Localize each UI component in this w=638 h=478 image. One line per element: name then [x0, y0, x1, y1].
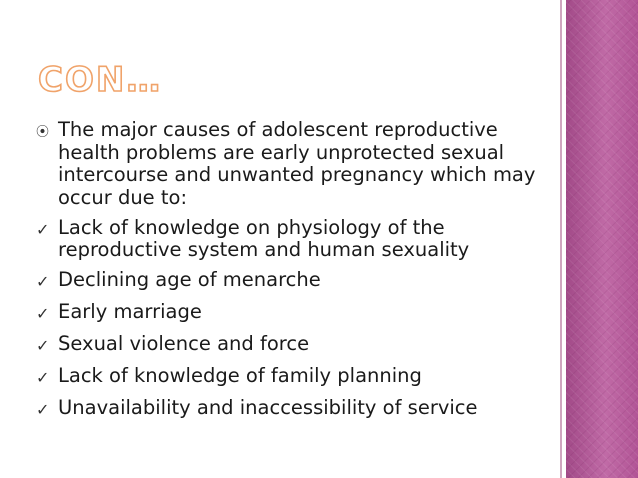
list-item-text: Unavailability and inaccessibility of service — [58, 396, 478, 419]
list-item — [36, 119, 556, 209]
check-icon: ✓ — [36, 219, 50, 239]
list-item — [36, 269, 556, 294]
list-item — [36, 301, 556, 326]
list-item-text: Declining age of menarche — [58, 268, 321, 291]
list-item — [36, 397, 556, 422]
check-icon: ✓ — [36, 272, 50, 291]
side-decorative-band — [566, 0, 638, 478]
list-item — [36, 333, 556, 358]
list-item-text: Lack of knowledge on physiology of the reproductive system and human sexuality — [58, 215, 470, 261]
list-item-text: Lack of knowledge of family planning — [58, 364, 422, 387]
list-item-text: Sexual violence and force — [58, 332, 310, 355]
list-item-text: The major causes of adolescent reproductive health problems are early unprotected sexual intercourse and unwanted pregnancy which may occur due to: — [58, 118, 536, 209]
list-item — [36, 217, 556, 262]
list-item-text: Early marriage — [58, 300, 202, 323]
check-icon: ✓ — [36, 336, 50, 355]
side-band-divider — [560, 0, 562, 478]
check-icon: ✓ — [36, 304, 50, 323]
bullet-list — [36, 119, 556, 429]
check-icon: ✓ — [36, 400, 50, 419]
check-icon: ✓ — [36, 368, 50, 387]
list-item — [36, 365, 556, 390]
slide-title: CON… — [38, 60, 163, 100]
target-bullet-icon: ⦿ — [36, 125, 50, 140]
